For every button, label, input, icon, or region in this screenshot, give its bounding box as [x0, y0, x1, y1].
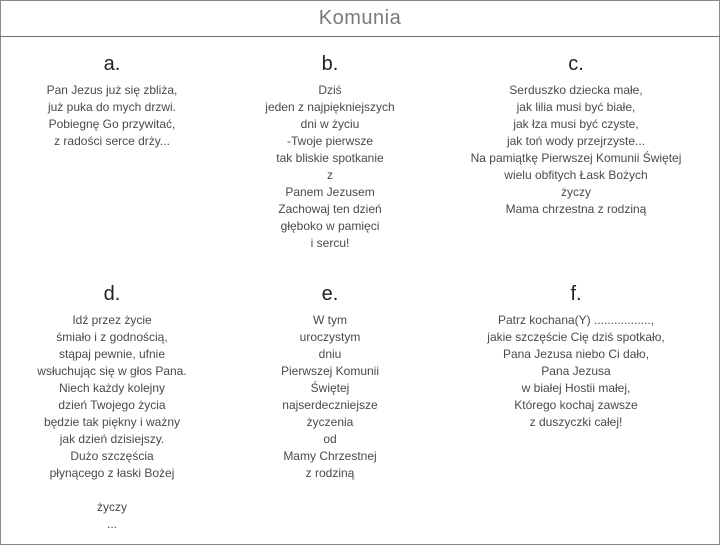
- verse-line: w białej Hostii małej,: [521, 381, 631, 395]
- verse-lines: [230, 312, 430, 482]
- verse-line: Serduszko dziecka małe,: [509, 83, 643, 97]
- verse-line: Mamy Chrzestnej: [283, 449, 377, 463]
- verse-line: Idź przez życie: [72, 313, 152, 327]
- verse-line: dni w życiu: [300, 117, 360, 131]
- verse-lines: [466, 312, 686, 431]
- verse-letter: b.: [321, 53, 339, 75]
- verse-b: [230, 52, 430, 252]
- verse-letter: f.: [570, 283, 582, 305]
- verse-letter: d.: [103, 283, 121, 305]
- verse-line: W tym: [313, 313, 347, 327]
- verse-line: od: [323, 432, 337, 446]
- verse-line: życzy: [97, 500, 127, 514]
- verse-lines: [230, 82, 430, 252]
- verse-line: Zachowaj ten dzień: [278, 202, 382, 216]
- verse-line: z: [327, 168, 333, 182]
- verse-line: najserdeczniejsze: [282, 398, 378, 412]
- verse-line: Pobiegnę Go przywitać,: [48, 117, 176, 131]
- verse-line: uroczystym: [299, 330, 361, 344]
- verse-line: życzy: [561, 185, 591, 199]
- verse-line: jeden z najpiękniejszych: [265, 100, 395, 114]
- verse-line: tak bliskie spotkanie: [276, 151, 384, 165]
- verse-line: Pana Jezusa: [541, 364, 611, 378]
- verse-line: życzenia: [306, 415, 354, 429]
- verse-line: z rodziną: [305, 466, 355, 480]
- verse-line: płynącego z łaski Bożej: [49, 466, 175, 480]
- verse-letter: e.: [321, 283, 339, 305]
- verse-line: jak dzień dzisiejszy.: [59, 432, 165, 446]
- verse-line: dniu: [318, 347, 342, 361]
- verse-line: już puka do mych drzwi.: [47, 100, 177, 114]
- verse-lines: [12, 312, 212, 533]
- verse-line: Dziś: [318, 83, 342, 97]
- verse-line: jakie szczęście Cię dziś spotkało,: [487, 330, 665, 344]
- verse-line: Na pamiątkę Pierwszej Komunii Świętej: [470, 151, 682, 165]
- verse-line: Panem Jezusem: [285, 185, 375, 199]
- verse-line: jak lilia musi być białe,: [516, 100, 636, 114]
- verse-line: śmiało i z godnością,: [56, 330, 168, 344]
- verse-line: Którego kochaj zawsze: [514, 398, 638, 412]
- verse-line: Patrz kochana(Y) .................,: [497, 313, 655, 327]
- verse-line: Niech każdy kolejny: [58, 381, 166, 395]
- verse-line: głęboko w pamięci: [280, 219, 380, 233]
- verse-line: wielu obfitych Łask Bożych: [504, 168, 648, 182]
- verse-line: z duszyczki całej!: [529, 415, 623, 429]
- verse-d: [12, 282, 212, 533]
- page-title: Komunia: [318, 6, 402, 29]
- verse-line: stąpaj pewnie, ufnie: [58, 347, 166, 361]
- verse-line: będzie tak piękny i ważny: [43, 415, 181, 429]
- verse-line: i sercu!: [310, 236, 350, 250]
- verse-line: Pana Jezusa niebo Ci dało,: [502, 347, 650, 361]
- verse-line: Świętej: [310, 381, 350, 395]
- verse-letter: a.: [103, 53, 121, 75]
- verse-line: z radości serce drży...: [54, 134, 170, 148]
- verse-gap: [12, 482, 212, 499]
- verse-lines: [12, 82, 212, 150]
- verse-line: Pan Jezus już się zbliża,: [46, 83, 178, 97]
- verse-f: [466, 282, 686, 431]
- verse-c: [456, 52, 696, 218]
- verse-line: Pierwszej Komunii: [280, 364, 380, 378]
- verse-lines: [456, 82, 696, 218]
- verse-line: ...: [106, 517, 117, 531]
- verse-line: wsłuchując się w głos Pana.: [37, 364, 187, 378]
- verse-a: [12, 52, 212, 150]
- verse-e: [230, 282, 430, 482]
- verse-line: Dużo szczęścia: [70, 449, 154, 463]
- verse-line: jak toń wody przejrzyste...: [506, 134, 646, 148]
- verse-letter: c.: [568, 53, 584, 75]
- verse-line: dzień Twojego życia: [58, 398, 166, 412]
- header-bar: [0, 0, 720, 37]
- verse-line: jak łza musi być czyste,: [513, 117, 639, 131]
- verse-line: -Twoje pierwsze: [286, 134, 374, 148]
- verse-line: Mama chrzestna z rodziną: [505, 202, 647, 216]
